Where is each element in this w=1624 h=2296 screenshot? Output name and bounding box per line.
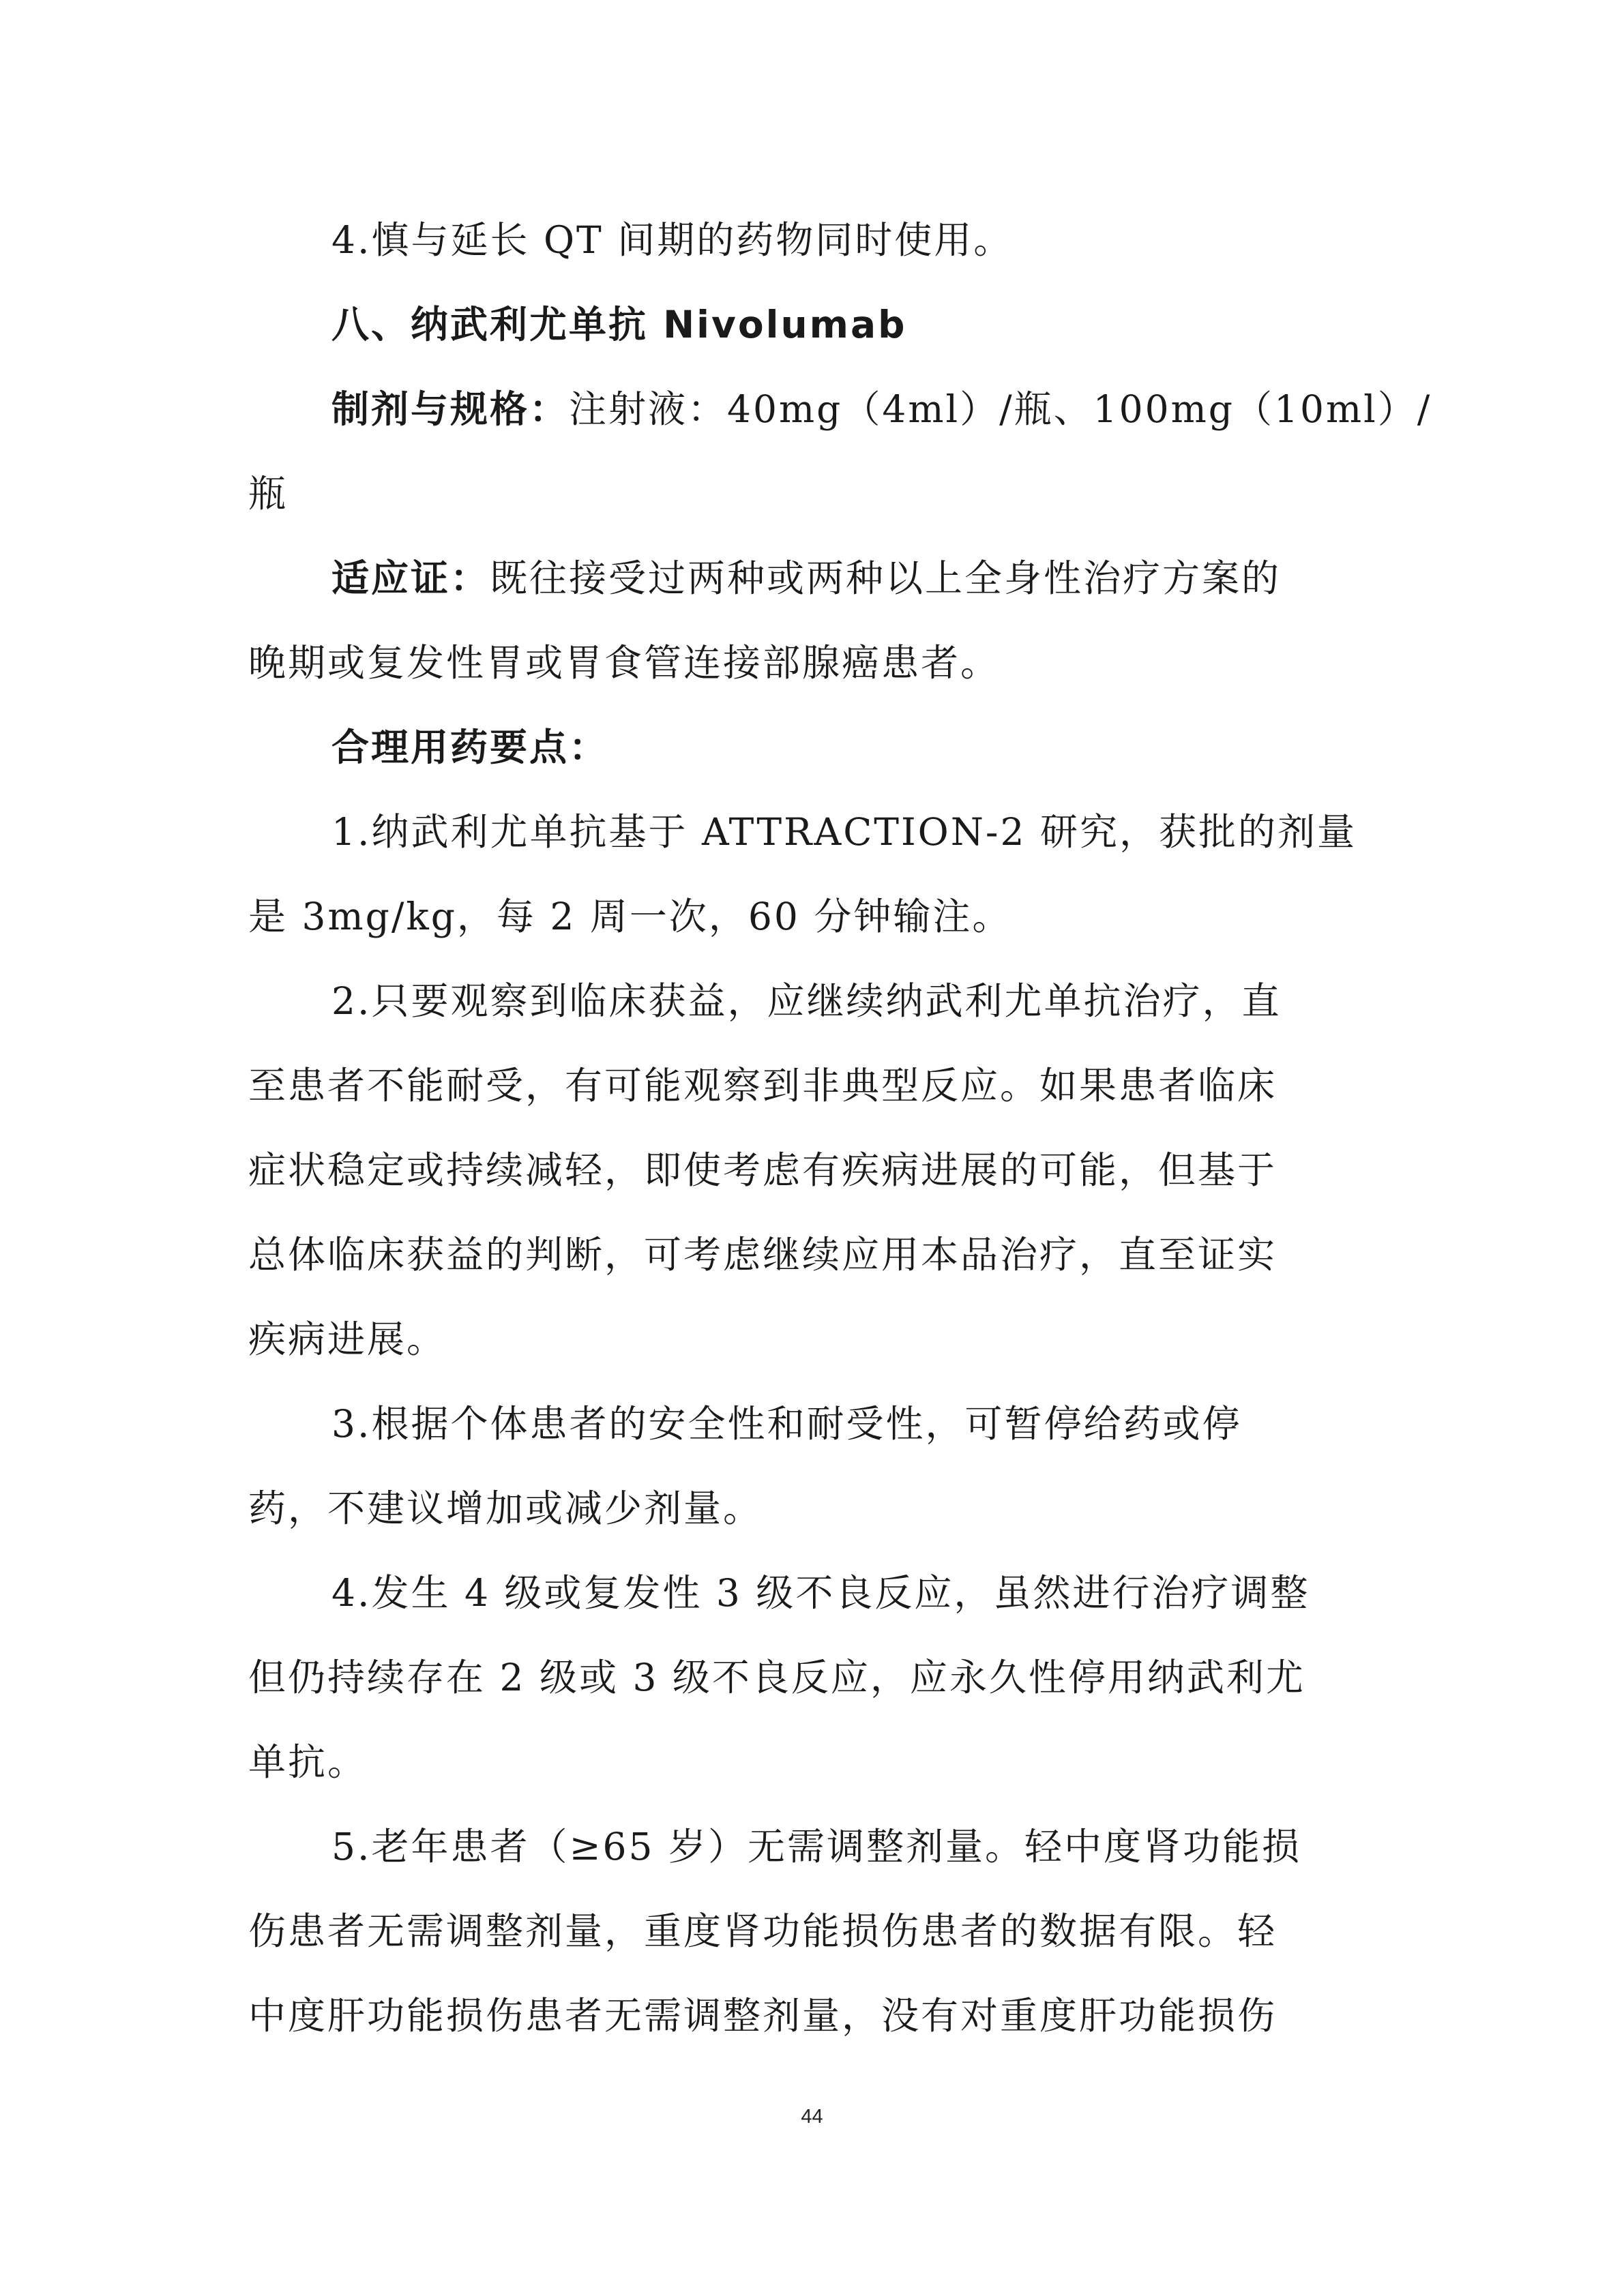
item-2-line: 2.只要观察到临床获益，应继续纳武利尤单抗治疗，直: [331, 979, 1282, 1023]
item-1-line: 1.纳武利尤单抗基于 ATTRACTION-2 研究，获批的剂量: [331, 810, 1357, 854]
item-2-line: 总体临床获益的判断，可考虑继续应用本品治疗，直至证实: [248, 1233, 1278, 1277]
item-5-line: 5.老年患者（≥65 岁）无需调整剂量。轻中度肾功能损: [331, 1825, 1302, 1868]
item-5-line: 中度肝功能损伤患者无需调整剂量，没有对重度肝功能损伤: [248, 1994, 1278, 2038]
item-5-line: 伤患者无需调整剂量，重度肾功能损伤患者的数据有限。轻: [248, 1909, 1278, 1953]
spec-text: 注射液：40mg（4ml）/瓶、100mg（10ml）/: [569, 387, 1432, 431]
item-2-line: 症状稳定或持续减轻，即使考虑有疾病进展的可能，但基于: [248, 1148, 1278, 1192]
item-2-line: 疾病进展。: [248, 1317, 447, 1361]
item-2-line: 至患者不能耐受，有可能观察到非典型反应。如果患者临床: [248, 1064, 1278, 1107]
page-number: 44: [801, 2106, 823, 2128]
item-4-line: 单抗。: [248, 1740, 368, 1784]
indication-line: [248, 536, 1391, 621]
item-3-line: 药，不建议增加或减少剂量。: [248, 1487, 763, 1530]
item-4-line: 但仍持续存在 2 级或 3 级不良反应，应永久性停用纳武利尤: [248, 1656, 1305, 1699]
item-3-line: 3.根据个体患者的安全性和耐受性，可暂停给药或停: [331, 1402, 1242, 1446]
indication-text: 既往接受过两种或两种以上全身性治疗方案的: [490, 556, 1282, 600]
spec-line: [248, 367, 1432, 451]
rational-use-heading: 合理用药要点：: [331, 726, 609, 769]
body-text: [248, 198, 1432, 2058]
item-1-line: 是 3mg/kg，每 2 周一次，60 分钟输注。: [248, 895, 1012, 938]
indication-label: 适应证：: [331, 556, 490, 600]
section-heading: 八、纳武利尤单抗 Nivolumab: [331, 303, 907, 346]
spec-label: 制剂与规格：: [331, 387, 570, 431]
spec-line-continued: 瓶: [248, 472, 289, 516]
paragraph-line: 4.慎与延长 QT 间期的药物同时使用。: [331, 218, 1014, 262]
item-4-line: 4.发生 4 级或复发性 3 级不良反应，虽然进行治疗调整: [331, 1571, 1310, 1615]
indication-line-continued: 晚期或复发性胃或胃食管连接部腺癌患者。: [248, 641, 1001, 685]
